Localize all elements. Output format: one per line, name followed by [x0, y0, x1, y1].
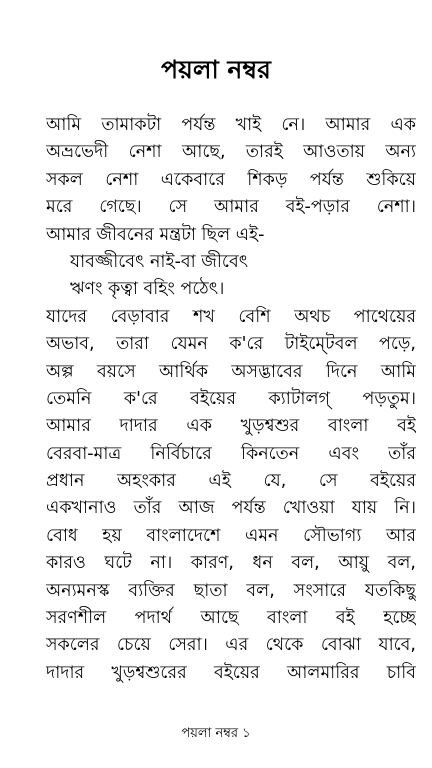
text-line: সরণশীল পদার্থ আছে বাংলা বই হচ্ছে: [46, 608, 416, 629]
text-line: বোধ হয় বাংলাদেশে এমন সৌভাগ্য আর: [46, 525, 416, 546]
text-line: সকলের চেয়ে সেরা। এর থেকে বোঝা যাবে,: [46, 635, 416, 656]
text-line: বেরবা-মাত্র নির্বিচারে কিনতেন এবং তাঁর: [46, 443, 416, 464]
verse-line: যাবজ্জীবেৎ নাই-বা জীবেৎ: [70, 251, 249, 272]
verse-line: ঋণং কৃত্বা বহিং পঠেৎ।: [70, 279, 225, 300]
text-line: আমার জীবনের মন্ত্রটা ছিল এই-: [46, 224, 265, 245]
text-line: আমার দাদার এক খুড়শ্বশুর বাংলা বই: [46, 416, 416, 437]
text-line: দাদার খুড়শ্বশুরের বইয়ের আলমারির চাবি: [46, 662, 416, 683]
text-line: অভাব, তারা যেমন ক'রে টাইম্টেবল পড়ে,: [46, 334, 416, 355]
page-title: পয়লা নম্বর: [161, 55, 271, 84]
text-line: আমি তামাকটা পর্যন্ত খাই নে। আমার এক: [46, 115, 416, 135]
text-line: যাদের বেড়াবার শখ বেশি অথচ পাথেয়ের: [46, 306, 416, 327]
text-line: অল্প বয়সে আর্থিক অসদ্ভাবের দিনে আমি: [46, 361, 416, 382]
page-footer: পয়লা নম্বর ১: [181, 726, 251, 741]
text-line: প্রধান অহংকার এই যে, সে বইয়ের: [46, 471, 416, 492]
body-text: [46, 112, 416, 687]
text-line: মরে গেছে। সে আমার বই-পড়ার নেশা।: [46, 197, 416, 218]
text-line: তেমনি ক'রে বইয়ের ক্যাটালগ্ পড়তুম।: [46, 388, 416, 409]
text-line: সকল নেশা একেবারে শিকড় পর্যন্ত শুকিয়ে: [46, 169, 416, 190]
text-line: কারও ঘটে না। কারণ, ধন বল, আয়ু বল,: [46, 553, 416, 574]
text-line: অন্যমনস্ক ব্যক্তির ছাতা বল, সংসারে যতকিছু: [46, 580, 416, 601]
text-line: একখানাও তাঁর আজ পর্যন্ত খোওয়া যায় নি।: [46, 498, 416, 519]
text-line: অভ্রভেদী নেশা আছে, তারই আওতায় অন্য: [46, 142, 416, 163]
